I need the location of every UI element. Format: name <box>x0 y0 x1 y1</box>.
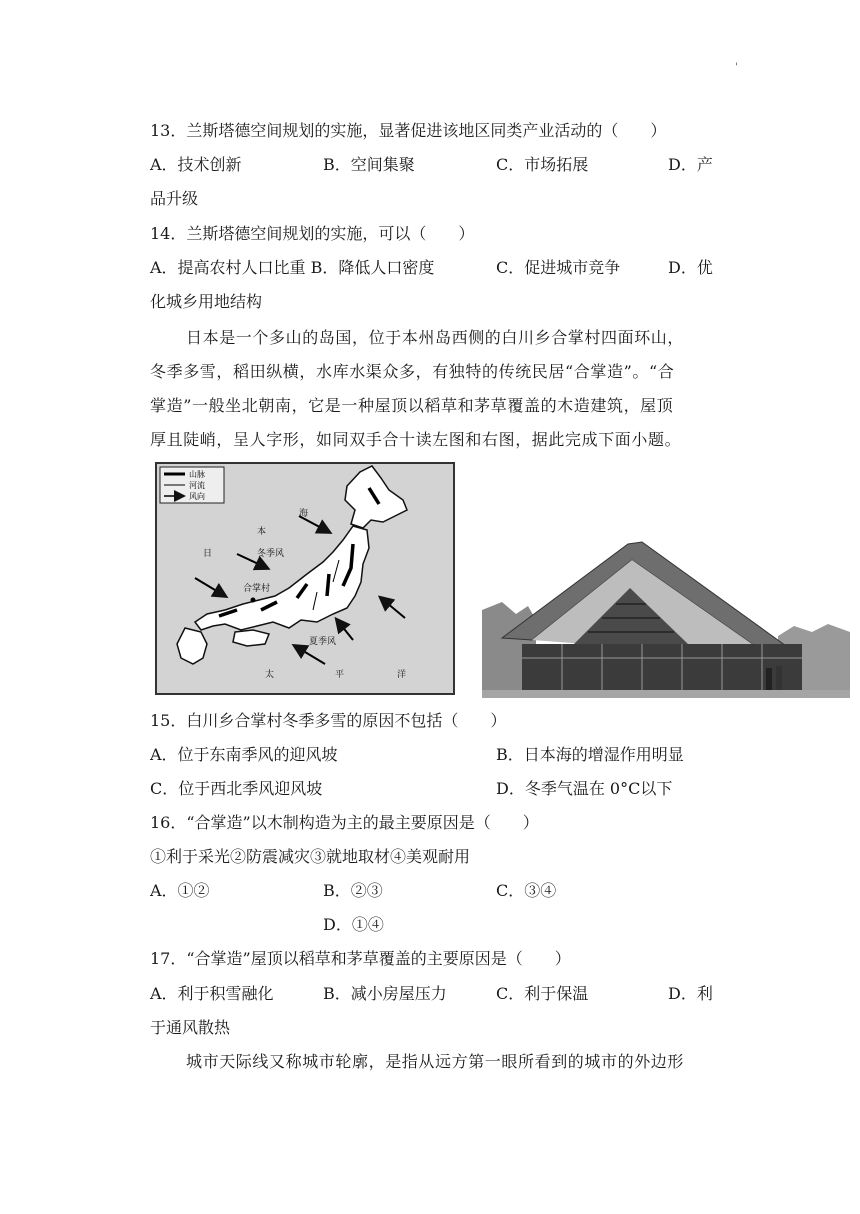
question-16-stem: 16．“合掌造”以木制构造为主的最主要原因是（ ） <box>150 813 539 832</box>
question-17-stem: 17．“合掌造”屋顶以稻草和茅草覆盖的主要原因是（ ） <box>150 949 571 968</box>
question-16-option-b: B．②③ <box>323 881 383 900</box>
question-16-option-a: A．①② <box>150 881 210 900</box>
map-legend <box>160 467 224 503</box>
question-15-option-d: D．冬季气温在 0°C以下 <box>496 779 673 798</box>
label-ocean-tai: 太 <box>265 669 275 679</box>
shikoku-island <box>233 630 269 646</box>
village-marker <box>251 598 256 603</box>
question-13-option-a: A．技术创新 <box>150 155 242 174</box>
question-14-option-c: C．促进城市竞争 <box>496 258 621 277</box>
passage-line-3: 掌造”一般坐北朝南，它是一种屋顶以稻草和茅草覆盖的木造建筑，屋顶 <box>150 396 674 415</box>
question-16-option-d: D．①④ <box>323 915 384 934</box>
question-17-option-b: B．减小房屋压力 <box>323 984 447 1003</box>
passage-line-1: 日本是一个多山的岛国，位于本州岛西侧的白川乡合掌村四面环山， <box>186 328 685 347</box>
question-14-stem: 14．兰斯塔德空间规划的实施，可以（ ） <box>150 224 475 243</box>
question-17-option-d-continued: 于通风散热 <box>150 1018 231 1037</box>
label-sea-ben: 本 <box>257 526 267 536</box>
question-13-stem: 13．兰斯塔德空间规划的实施，显著促进该地区同类产业活动的（ ） <box>150 121 667 140</box>
question-13-option-d-continued: 品升级 <box>150 189 199 208</box>
legend-wind-label: 风向 <box>189 492 205 501</box>
gassho-house-illustration <box>482 540 850 698</box>
question-15-option-c: C．位于西北季风迎风坡 <box>150 779 323 798</box>
question-17-option-c: C．利于保温 <box>496 984 589 1003</box>
question-16-items: ①利于采光②防震减灾③就地取材④美观耐用 <box>150 847 471 866</box>
label-ocean-ping: 平 <box>335 669 345 679</box>
kyushu-island <box>177 628 207 664</box>
label-summer-wind: 夏季风 <box>309 636 337 646</box>
page-mark: ' <box>735 62 738 73</box>
passage-line-2: 冬季多雪，稻田纵横，水库水渠众多，有独特的传统民居“合掌造”。“合 <box>150 362 675 381</box>
question-17-option-d: D．利 <box>668 984 713 1003</box>
question-13-option-d: D．产 <box>668 155 713 174</box>
question-14-option-ab: A．提高农村人口比重 B．降低人口密度 <box>150 258 435 277</box>
passage-line-4: 厚且陡峭，呈人字形，如同双手合十读左图和右图，据此完成下面小题。 <box>150 430 682 449</box>
label-village: 合掌村 <box>243 583 271 593</box>
label-sea-ri: 日 <box>203 548 213 558</box>
label-ocean-yang: 洋 <box>397 669 407 679</box>
question-13-option-c: C．市场拓展 <box>496 155 589 174</box>
legend-river-label: 河流 <box>189 481 205 490</box>
question-14-option-d-continued: 化城乡用地结构 <box>150 292 263 311</box>
japan-map <box>157 464 453 693</box>
japan-map-figure <box>155 462 455 695</box>
question-15-option-a: A．位于东南季风的迎风坡 <box>150 745 338 764</box>
passage2-line-1: 城市天际线又称城市轮廓，是指从远方第一眼所看到的城市的外边形 <box>186 1052 685 1071</box>
question-14-option-d: D．优 <box>668 258 713 277</box>
question-15-option-b: B．日本海的增湿作用明显 <box>496 745 684 764</box>
question-17-option-a: A．利于积雪融化 <box>150 984 274 1003</box>
gassho-house-photo <box>482 540 850 698</box>
legend-mountain-label: 山脉 <box>189 470 205 479</box>
label-winter-wind: 冬季风 <box>257 548 285 558</box>
question-15-stem: 15．白川乡合掌村冬季多雪的原因不包括（ ） <box>150 711 507 730</box>
question-13-option-b: B．空间集聚 <box>323 155 415 174</box>
question-16-option-c: C．③④ <box>496 881 557 900</box>
label-sea-hai: 海 <box>299 508 309 518</box>
